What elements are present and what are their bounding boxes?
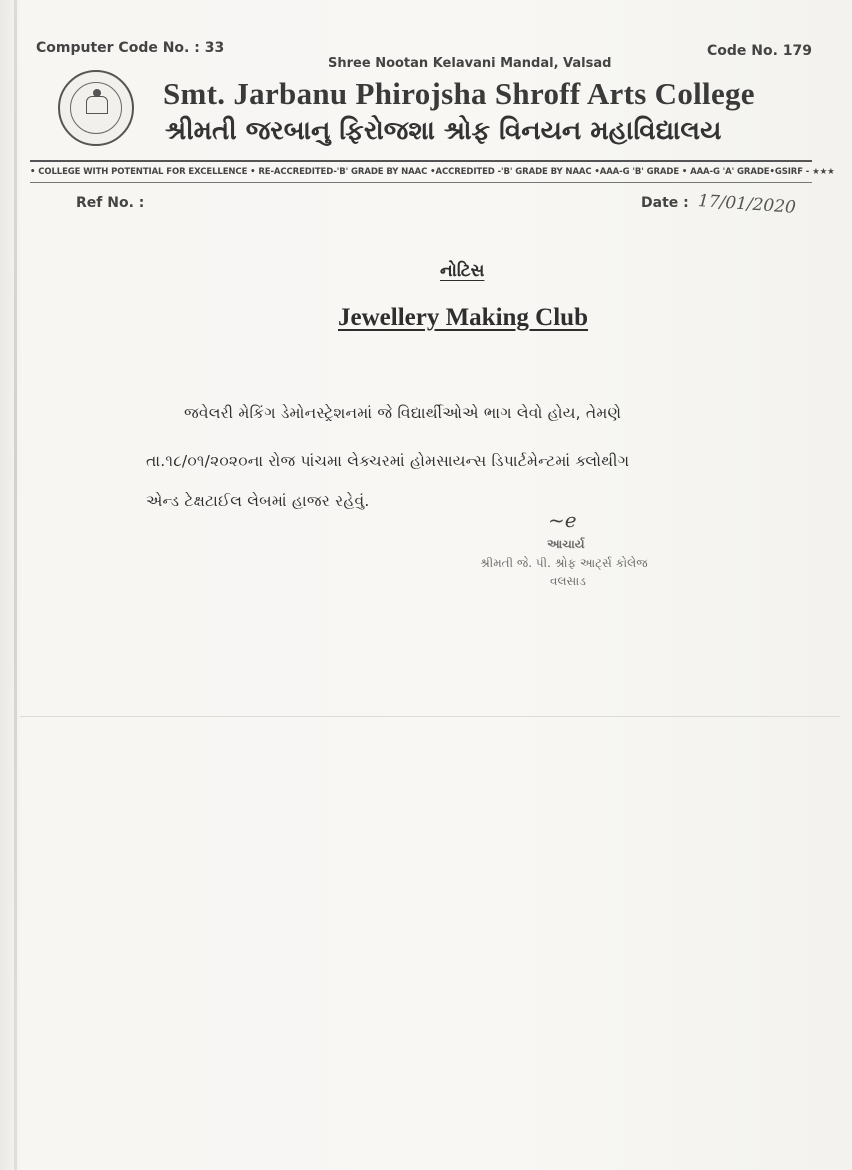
accreditation-strip: • COLLEGE WITH POTENTIAL FOR EXCELLENCE • RE-ACCREDITED-'B' GRADE BY NAAC •ACCREDITED -'B' GRADE BY NAAC •AAA-G 'B' GRADE • AAA-G 'A' GRADE•GSIRF - ★★★ xyxy=(30,167,835,177)
notice-line-1: જવેલરી મેકિંગ ડેમોનસ્ટ્રેશનમાં જે વિદ્યાર્થીઓએ ભાગ લેવો હોય, તેમણે xyxy=(184,404,622,422)
club-title: Jewellery Making Club xyxy=(338,304,588,331)
ref-label: Ref No. : xyxy=(76,195,145,211)
signatory-designation: આચાર્ય xyxy=(547,537,585,551)
signatory-institution: શ્રીમતી જે. પી. શ્રોફ આર્ટ્સ કોલેજ xyxy=(480,556,648,570)
signatory-place: વલસાડ xyxy=(550,574,586,588)
college-name-english: Smt. Jarbanu Phirojsha Shroff Arts College xyxy=(163,76,755,111)
fold-line xyxy=(20,716,840,717)
code-number: Code No. 179 xyxy=(706,43,812,59)
college-name-gujarati: શ્રીમતી જરબાનુ ફિરોજશા શ્રોફ વિનયન મહાવિદ્યાલય xyxy=(165,116,722,146)
scan-edge xyxy=(14,0,17,1170)
notice-heading: નોટિસ xyxy=(440,261,485,281)
college-seal-icon xyxy=(58,70,134,146)
date-label: Date : xyxy=(641,195,689,211)
computer-code: Computer Code No. : 33 xyxy=(36,40,225,56)
notice-line-2: તા.૧૮/૦૧/૨૦૨૦ના રોજ પાંચમા લેક્ચરમાં હોમસાયન્સ ડિપાર્ટમેન્ટમાં ક્લોથીગ xyxy=(146,452,630,470)
seal-book xyxy=(86,96,108,114)
header-rule-top xyxy=(30,160,812,162)
notice-line-3: એન્ડ ટેક્ષટાઈલ લેબમાં હાજર રહેવું. xyxy=(146,492,370,510)
signature-mark: ~e xyxy=(548,508,577,532)
date-handwritten: 17/01/2020 xyxy=(697,191,797,218)
mandal-name: Shree Nootan Kelavani Mandal, Valsad xyxy=(328,56,612,71)
header-rule-bottom xyxy=(30,182,812,183)
